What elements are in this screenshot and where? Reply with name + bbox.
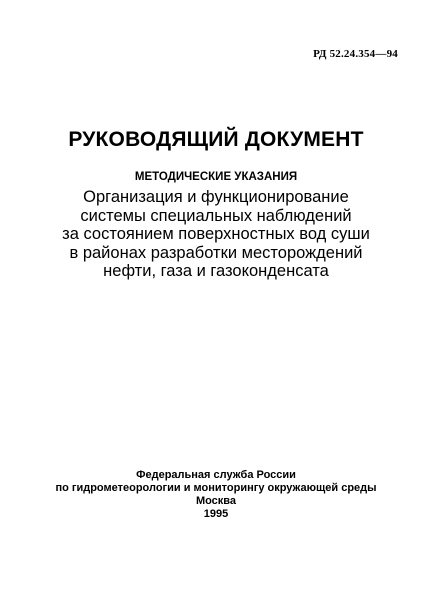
subtitle-line: нефти, газа и газоконденсата: [103, 262, 329, 280]
page-title: РУКОВОДЯЩИЙ ДОКУМЕНТ: [68, 128, 364, 151]
document-subtitle: [0, 188, 432, 281]
document-code: РД 52.24.354—94: [313, 48, 398, 60]
subtitle-line: системы специальных наблюдений: [80, 206, 352, 225]
publication-year: 1995: [203, 508, 229, 520]
publisher-name-continued: по гидрометеорологии и мониторингу окружающей среды: [55, 482, 377, 494]
publisher-name: Федеральная служба России: [136, 469, 296, 481]
subtitle-line: Организация и функционирование: [83, 188, 349, 206]
subtitle-line: в районах разработки месторождений: [69, 243, 363, 262]
publication-city: Москва: [195, 495, 237, 507]
subtitle-line: за состоянием поверхностных вод суши: [62, 225, 370, 243]
publisher-block: [0, 469, 432, 521]
subtitle-label: МЕТОДИЧЕСКИЕ УКАЗАНИЯ: [134, 171, 298, 183]
